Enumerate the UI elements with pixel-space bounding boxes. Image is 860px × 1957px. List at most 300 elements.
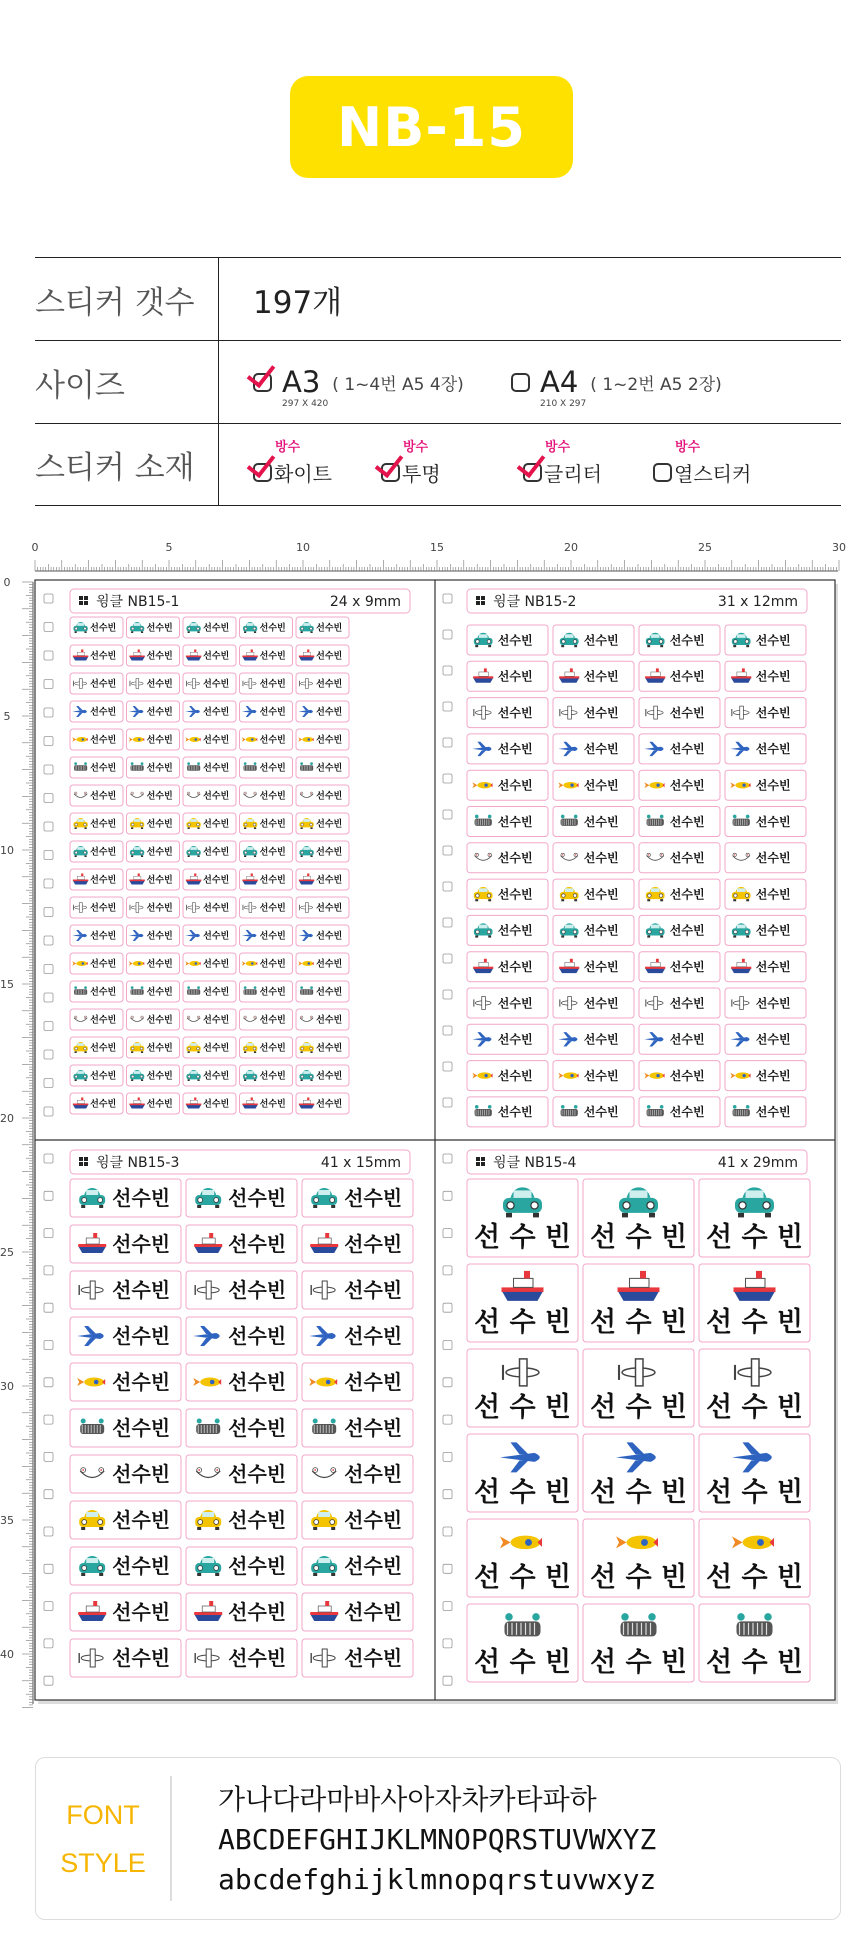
car-light (244, 1047, 247, 1050)
sticker-name: 선수빈 (669, 814, 705, 829)
ship-funnel (640, 1271, 646, 1279)
sticker-name: 선수빈 (583, 778, 619, 793)
font-sample-lower: abcdefghijklmnopqrstuvwxyz (218, 1863, 657, 1896)
car-wheel (561, 935, 564, 937)
face-pupil (188, 1017, 189, 1018)
sticker-name: 선수빈 (259, 847, 286, 858)
name-sticker (467, 879, 548, 909)
car-wheel (574, 645, 577, 647)
name-sticker (725, 843, 806, 873)
face-pupil (476, 854, 477, 855)
side-checkbox (443, 1676, 452, 1685)
sticker-name: 선수빈 (669, 705, 705, 720)
sticker-name: 선수빈 (259, 1015, 286, 1026)
ship-cabin (303, 1100, 310, 1103)
ship-cabin (565, 962, 574, 966)
sticker-name: 선수빈 (203, 763, 230, 774)
car-light (734, 640, 737, 643)
name-sticker (302, 1593, 413, 1631)
side-checkbox (443, 1026, 452, 1035)
car-wheel (738, 1213, 744, 1218)
name-sticker (183, 841, 236, 862)
side-checkbox (443, 1341, 452, 1350)
car-wheel (733, 899, 736, 901)
ship-hull (299, 881, 314, 885)
car-wheel (84, 855, 86, 857)
ship-hull (129, 1105, 144, 1109)
sticker-name: 선수빈 (583, 1105, 619, 1120)
sticker-name: 선수빈 (316, 847, 343, 858)
ship-hull (242, 881, 257, 885)
car-wheel (733, 935, 736, 937)
car-wheel (746, 645, 749, 647)
sticker-name: 선 수 빈 (705, 1647, 804, 1679)
sticker-name: 선수빈 (755, 633, 791, 648)
panel-code: 윙클 NB15-3 (96, 1155, 180, 1171)
plane-wing (193, 903, 196, 913)
sticker-name: 선수빈 (228, 1600, 287, 1625)
side-checkbox (44, 1490, 53, 1499)
ship-cabin (134, 652, 141, 655)
name-sticker (725, 952, 806, 982)
car-light (131, 1075, 134, 1078)
sticker-name: 선수빈 (203, 1043, 230, 1054)
face-pupil (661, 854, 662, 855)
car-light (244, 627, 247, 630)
sticker-name: 선수빈 (259, 763, 286, 774)
sticker-name: 선수빈 (259, 791, 286, 802)
panel-header (70, 1150, 410, 1174)
sticker-name: 선수빈 (669, 996, 705, 1011)
plane-wing (206, 1281, 211, 1299)
car-wheel (533, 1213, 539, 1218)
face-pupil (198, 1017, 199, 1018)
bus-mirror (746, 815, 750, 819)
name-sticker (302, 1363, 413, 1401)
car-window (134, 819, 141, 822)
font-samples (218, 1780, 656, 1900)
ship-stripe (734, 1287, 776, 1292)
grid-icon (79, 1157, 83, 1161)
sticker-name: 선수빈 (669, 1032, 705, 1047)
name-sticker (467, 843, 548, 873)
ship-hull (194, 1246, 222, 1253)
material-option-clear[interactable] (381, 440, 441, 487)
side-checkbox (443, 1154, 452, 1163)
name-sticker (183, 785, 236, 806)
glitter-checkbox[interactable] (523, 463, 542, 482)
ship-hull (731, 968, 751, 973)
name-sticker (467, 661, 548, 691)
car-window (247, 623, 254, 626)
car-wheel (188, 855, 190, 857)
ship-stripe (310, 1244, 338, 1247)
car-light (573, 894, 576, 897)
name-sticker (583, 1519, 694, 1597)
bus-mirror (532, 1613, 540, 1621)
side-checkbox (44, 1415, 53, 1424)
bus-mirror (648, 1613, 656, 1621)
name-sticker (70, 841, 123, 862)
ship-stripe (473, 967, 493, 969)
ship-hull (186, 657, 201, 661)
name-sticker (240, 701, 293, 722)
sticker-name: 선수빈 (228, 1462, 287, 1487)
sticker-name: 선수빈 (146, 763, 173, 774)
name-sticker (639, 807, 720, 837)
name-sticker (553, 770, 634, 800)
name-sticker (553, 807, 634, 837)
name-sticker (240, 1009, 293, 1030)
side-checkbox (44, 908, 53, 917)
car-wheel (141, 827, 143, 829)
sticker-name: 선수빈 (497, 742, 533, 757)
name-sticker (240, 645, 293, 666)
name-sticker (183, 813, 236, 834)
car-light (659, 640, 662, 643)
name-sticker (302, 1179, 413, 1217)
side-checkbox (443, 1229, 452, 1238)
a4-checkbox[interactable] (511, 373, 530, 392)
side-checkbox (44, 708, 53, 717)
car-wheel (475, 645, 478, 647)
name-sticker (467, 952, 548, 982)
material-heat-label: 열스티커 (674, 462, 752, 486)
face-pupil (648, 854, 649, 855)
waterproof-tag: 방수 (545, 440, 571, 455)
face-pupil (142, 1017, 143, 1018)
ship-hull (299, 1105, 314, 1109)
a4-label: A4 (540, 365, 579, 399)
car-window (479, 925, 488, 929)
name-sticker (553, 1061, 634, 1091)
bus-mirror (488, 1105, 492, 1109)
sticker-name: 선수빈 (316, 651, 343, 662)
font-label-line2: STYLE (60, 1847, 146, 1878)
sticker-name: 선 수 빈 (473, 1392, 572, 1424)
side-checkbox (443, 1191, 452, 1200)
material-option-glitter[interactable] (523, 440, 602, 487)
heat-checkbox[interactable] (653, 463, 672, 482)
name-sticker (127, 1093, 180, 1114)
car-wheel (244, 827, 246, 829)
car-window (247, 819, 254, 822)
side-checkbox (44, 1050, 53, 1059)
plane-wing (740, 706, 744, 719)
sticker-name: 선 수 빈 (705, 1307, 804, 1339)
car-light (734, 930, 737, 933)
name-sticker (467, 1024, 548, 1054)
name-sticker (70, 1317, 181, 1355)
car-wheel (301, 1051, 303, 1053)
name-sticker (70, 1593, 181, 1631)
ship-hull (129, 657, 144, 661)
ship-cabin (737, 672, 746, 676)
ship-cabin (190, 1100, 197, 1103)
car-light (314, 1566, 319, 1571)
white-checkbox[interactable] (253, 463, 272, 482)
car-window (746, 1190, 764, 1198)
car-light (188, 823, 191, 826)
side-checkbox (44, 1527, 53, 1536)
name-sticker (70, 1179, 181, 1217)
sticker-name: 선 수 빈 (589, 1392, 688, 1424)
car-wheel (331, 1205, 335, 1208)
face-pupil (311, 1017, 312, 1018)
car-window (134, 1071, 141, 1074)
name-sticker (240, 757, 293, 778)
size-option-a3[interactable] (253, 365, 464, 409)
car-wheel (561, 899, 564, 901)
ship-stripe (186, 880, 201, 882)
car-light (648, 640, 651, 643)
name-sticker (639, 698, 720, 728)
sticker-name: 선수빈 (497, 669, 533, 684)
name-sticker (583, 1604, 694, 1682)
car-wheel (310, 1051, 312, 1053)
side-checkbox (44, 623, 53, 632)
name-sticker (296, 701, 349, 722)
ship-funnel (570, 959, 573, 963)
name-sticker (70, 1225, 181, 1263)
name-sticker (583, 1434, 694, 1512)
car-window (202, 1190, 214, 1195)
sticker-name: 선수빈 (497, 633, 533, 648)
name-sticker (186, 1455, 297, 1493)
name-sticker (725, 1061, 806, 1091)
side-checkbox (44, 737, 53, 746)
ship-funnel (194, 649, 196, 652)
face-pupil (75, 1017, 76, 1018)
name-sticker (467, 1519, 578, 1597)
car-light (214, 1198, 219, 1203)
sticker-name: 선수빈 (583, 1032, 619, 1047)
bus-mirror (131, 762, 134, 765)
name-sticker (127, 757, 180, 778)
plane-wing (752, 1359, 760, 1386)
spec-row-count (35, 257, 841, 340)
name-sticker (553, 1097, 634, 1127)
name-sticker (127, 617, 180, 638)
panel-code: 윙클 NB15-4 (493, 1155, 577, 1171)
name-sticker (127, 841, 180, 862)
car-window (318, 1190, 330, 1195)
ship-stripe (186, 656, 201, 658)
ship-funnel (484, 959, 487, 963)
name-sticker (186, 1593, 297, 1631)
ship-hull (734, 1290, 776, 1301)
material-option-heat[interactable] (653, 440, 752, 487)
material-glitter-label: 글리터 (544, 462, 602, 486)
sticker-name: 선 수 빈 (705, 1222, 804, 1254)
name-sticker (699, 1264, 810, 1342)
side-checkbox (443, 1602, 452, 1611)
side-checkbox (44, 1639, 53, 1648)
car-light (562, 930, 565, 933)
face-pupil (575, 854, 576, 855)
sticker-name: 선수빈 (90, 987, 117, 998)
clear-checkbox[interactable] (381, 463, 400, 482)
side-checkbox (44, 1341, 53, 1350)
side-checkbox (44, 1564, 53, 1573)
ship-funnel (194, 873, 196, 876)
name-sticker (70, 1271, 181, 1309)
bus-mirror (197, 1419, 202, 1424)
ship-hull (559, 678, 579, 683)
name-sticker (70, 981, 123, 1002)
car-light (507, 1202, 514, 1209)
car-wheel (660, 935, 663, 937)
bus-mirror (737, 1613, 745, 1621)
top-ruler-number: 0 (31, 541, 39, 554)
side-checkbox (44, 1303, 53, 1312)
side-checkbox (44, 1452, 53, 1461)
car-wheel (244, 1051, 246, 1053)
sticker-name: 선수빈 (259, 651, 286, 662)
car-wheel (188, 827, 190, 829)
sticker-name: 선수빈 (344, 1508, 403, 1533)
car-wheel (574, 935, 577, 937)
material-option-white[interactable] (253, 440, 332, 487)
name-sticker (583, 1179, 694, 1257)
name-sticker (302, 1409, 413, 1447)
side-checkbox (443, 882, 452, 891)
name-sticker (296, 1009, 349, 1030)
ship-cabin (514, 1278, 534, 1287)
ship-stripe (618, 1287, 660, 1292)
grid-icon (481, 601, 485, 605)
sticker-name: 선수빈 (755, 1105, 791, 1120)
sticker-name: 선수빈 (228, 1278, 287, 1303)
sticker-name: 선수빈 (90, 791, 117, 802)
ship-stripe (731, 676, 751, 678)
car-light (623, 1202, 630, 1209)
rocket-window (138, 738, 141, 741)
grid-icon (84, 596, 88, 600)
grid-icon (481, 596, 485, 600)
sticker-name: 선수빈 (112, 1462, 171, 1487)
car-light (476, 930, 479, 933)
name-sticker (127, 729, 180, 750)
ship-funnel (656, 668, 659, 672)
car-wheel (310, 827, 312, 829)
name-sticker (183, 925, 236, 946)
side-checkbox (44, 1191, 53, 1200)
grid-icon (476, 601, 480, 605)
car-wheel (197, 827, 199, 829)
size-option-a4[interactable] (511, 365, 722, 409)
car-wheel (574, 899, 577, 901)
car-light (745, 930, 748, 933)
sticker-name: 선수빈 (228, 1186, 287, 1211)
sticker-name: 선수빈 (146, 931, 173, 942)
ship-stripe (194, 1244, 222, 1247)
sticker-name: 선수빈 (90, 847, 117, 858)
sticker-name: 선수빈 (316, 1071, 343, 1082)
name-sticker (467, 1604, 578, 1682)
car-wheel (215, 1205, 219, 1208)
left-ruler-number: 40 (0, 1648, 14, 1661)
car-light (197, 627, 200, 630)
name-sticker (583, 1349, 694, 1427)
car-light (739, 1202, 746, 1209)
car-wheel (84, 827, 86, 829)
ship-stripe (645, 967, 665, 969)
ship-cabin (134, 876, 141, 879)
sticker-name: 선수빈 (497, 960, 533, 975)
car-wheel (660, 899, 663, 901)
sticker-name: 선수빈 (316, 1043, 343, 1054)
sticker-name: 선수빈 (497, 851, 533, 866)
car-light (253, 851, 256, 854)
side-checkbox (443, 1266, 452, 1275)
bus-mirror (647, 1105, 651, 1109)
a3-checkbox[interactable] (253, 373, 272, 392)
sticker-name: 선 수 빈 (589, 1562, 688, 1594)
ship-hull (186, 1105, 201, 1109)
ship-hull (242, 1105, 257, 1109)
car-wheel (215, 1573, 219, 1576)
grid-icon (79, 596, 83, 600)
car-wheel (141, 855, 143, 857)
bus-mirror (561, 815, 565, 819)
ship-funnel (138, 1097, 140, 1100)
sticker-name: 선수빈 (146, 651, 173, 662)
bus-mirror (300, 986, 303, 989)
car-wheel (310, 855, 312, 857)
ship-funnel (524, 1271, 530, 1279)
sticker-name: 선수빈 (146, 707, 173, 718)
car-wheel (75, 1051, 77, 1053)
name-sticker (70, 1547, 181, 1585)
bus-mirror (733, 1105, 737, 1109)
name-sticker (296, 645, 349, 666)
panel-size: 31 x 12mm (717, 594, 798, 610)
left-ruler-number: 0 (3, 576, 11, 589)
name-sticker (127, 813, 180, 834)
sticker-name: 선수빈 (497, 923, 533, 938)
name-sticker (302, 1317, 413, 1355)
bus-body (131, 989, 144, 995)
name-sticker (183, 1065, 236, 1086)
sticker-name: 선수빈 (203, 735, 230, 746)
bus-body (475, 819, 492, 826)
bus-body (244, 989, 257, 995)
rocket-window (570, 784, 573, 787)
sticker-name: 선수빈 (203, 791, 230, 802)
car-wheel (141, 631, 143, 633)
ship-hull (73, 1105, 88, 1109)
name-sticker (699, 1349, 810, 1427)
name-sticker (553, 625, 634, 655)
car-light (84, 851, 87, 854)
top-ruler-number: 10 (296, 541, 310, 554)
name-sticker (127, 645, 180, 666)
car-light (82, 1198, 87, 1203)
name-sticker (70, 1363, 181, 1401)
side-checkbox (443, 918, 452, 927)
car-window (565, 634, 574, 638)
plane-wing (80, 903, 83, 913)
bus-mirror (215, 1419, 220, 1424)
sticker-name: 선수빈 (228, 1416, 287, 1441)
bus-body (647, 819, 664, 826)
car-window (134, 1043, 141, 1046)
sticker-name: 선수빈 (90, 903, 117, 914)
bus-mirror (561, 1105, 565, 1109)
name-sticker (70, 1093, 123, 1114)
name-sticker (699, 1434, 810, 1512)
